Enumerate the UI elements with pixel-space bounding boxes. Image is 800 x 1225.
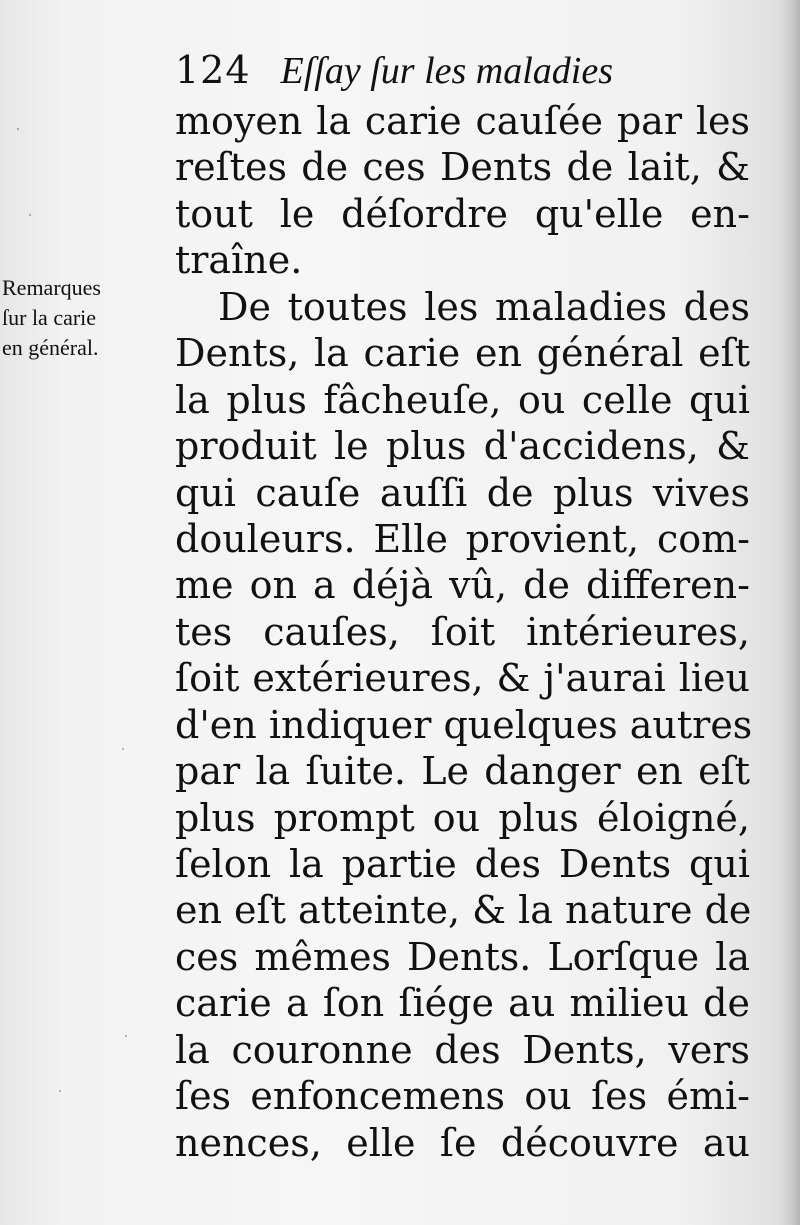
text-line: tes cauſes, ſoit intérieures, — [175, 609, 750, 654]
margin-note-line: Remarques — [2, 275, 101, 300]
text-line: plus prompt ou plus éloigné, — [175, 795, 750, 840]
page-header — [175, 42, 755, 98]
paper-speck — [17, 128, 19, 130]
text-line: d'en indiquer quelques autres — [175, 702, 753, 747]
paper-speck — [59, 1090, 61, 1092]
body-text — [175, 98, 753, 1166]
text-line: traîne. — [175, 238, 303, 283]
page-number: 124 — [175, 48, 251, 92]
paper-speck — [125, 1035, 127, 1037]
margin-note-line: ſur la carie — [2, 305, 97, 330]
paragraph-first-line: De toutes les maladies des — [218, 284, 750, 329]
text-line: ſelon la partie des Dents qui — [175, 842, 750, 886]
page-edge-shadow — [778, 0, 800, 1225]
running-title: Eſſay ſur les maladies — [280, 50, 613, 92]
text-line: qui cauſe auſſi de plus vives — [175, 470, 750, 515]
text-line: la plus fâcheuſe, ou celle qui — [175, 377, 750, 422]
text-line: ſoit extérieures, & j'aurai lieu — [175, 656, 750, 701]
text-line: ſes enfoncemens ou ſes émi- — [175, 1074, 750, 1119]
text-line: nences, elle ſe découvre au — [175, 1120, 750, 1165]
text-line: tout le déſordre qu'elle en- — [175, 191, 750, 236]
paper-speck — [29, 214, 31, 216]
text-line: me on a déjà vû, de differen- — [175, 563, 750, 608]
text-line: la couronne des Dents, vers — [175, 1027, 750, 1072]
text-line: en eſt atteinte, & la nature de — [175, 888, 752, 933]
margin-note-line: en général. — [2, 335, 99, 360]
margin-note — [2, 273, 162, 363]
text-line: Dents, la carie en général eſt — [175, 331, 750, 376]
text-line: produit le plus d'accidens, & — [175, 424, 750, 469]
text-line: douleurs. Elle provient, com- — [175, 516, 750, 561]
paper-speck — [122, 748, 124, 750]
text-line: par la ſuite. Le danger en eſt — [175, 749, 750, 794]
text-line: ces mêmes Dents. Lorſque la — [175, 934, 750, 979]
text-line: reſtes de ces Dents de lait, & — [175, 145, 750, 190]
text-line: carie a ſon ſiége au milieu de — [175, 981, 750, 1026]
text-line: moyen la carie cauſée par les — [175, 99, 750, 143]
